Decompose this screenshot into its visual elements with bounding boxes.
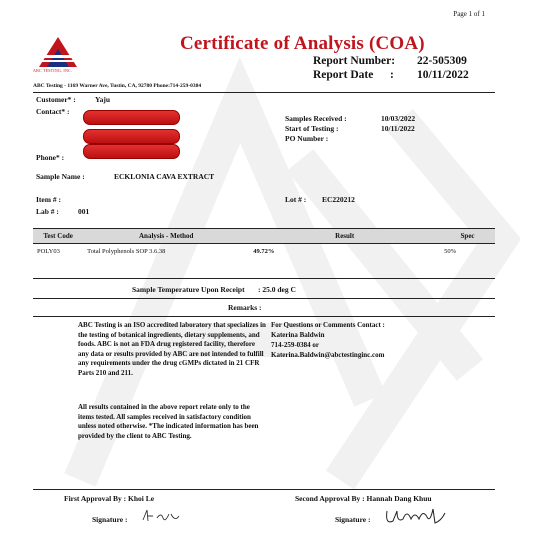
samples-received-value: 10/03/2022 [381,114,416,123]
table-bottom-rule [33,278,495,279]
contact-phone: 714-259-0384 or [271,341,320,349]
sample-name-value: ECKLONIA CAVA EXTRACT [114,172,215,181]
contact-heading: For Questions or Comments Contact : [271,321,385,329]
report-date-value: 10/11/2022 [417,69,469,81]
lot-label: Lot # : [285,195,307,204]
first-approval-label: First Approval By : Khoi Le [64,494,155,503]
remarks-rule [33,316,495,317]
remarks-disclaimer: ABC Testing is an ISO accredited laboratory that specializes in the testing of botanical ingredients, dietary supplements, and foods. ABC is not an FDA drug registered facility, therefore any data or results provided by ABC are not intended to fulfill any requirements under the drug cGMPs dictated in 21 CFR Parts 210 and 211. [78,321,266,377]
contact-redaction [83,110,180,125]
lab-number-value: 001 [78,207,90,216]
report-number-label: Report Number: [313,55,396,67]
start-testing-value: 10/11/2022 [381,124,415,133]
temperature-value: : 25.0 deg C [258,285,296,294]
results-table [33,228,495,259]
start-testing-label: Start of Testing : [285,124,339,133]
table-header-row [33,229,495,244]
col-result: Result [249,229,440,244]
contact-redaction-2 [83,129,180,144]
samples-received-label: Samples Received : [285,114,347,123]
report-date-colon: : [390,69,394,81]
second-approval-label: Second Approval By : Hannah Dang Khuu [295,494,432,503]
col-spec: Spec [440,229,495,244]
second-signature [383,505,463,527]
customer-value: Yaju [95,95,111,104]
lab-number-label: Lab # : [36,207,59,216]
col-analysis-method: Analysis - Method [83,229,249,244]
second-signature-label: Signature : [335,515,371,524]
remarks-label: Remarks : [228,303,262,312]
document-title: Certificate of Analysis (COA) [180,33,425,54]
item-label: Item # : [36,195,61,204]
abc-testing-logo [35,35,81,69]
table-row [33,244,495,260]
lab-address: ABC Testing - 1169 Warner Ave, Tustin, CA, 92780 Phone:714-259-0384 [33,83,202,89]
customer-label: Customer* : [36,95,76,104]
contact-name: Katerina Baldwin [271,331,325,339]
page-number: Page 1 of 1 [453,10,485,18]
sample-name-label: Sample Name : [36,172,85,181]
cell-result: 49.72% [253,248,275,255]
contact-email: Katerina.Baldwin@abctestinginc.com [271,351,385,359]
approval-rule [33,489,495,490]
cell-method: Total Polyphenols SOP 3.6.38 [87,248,166,255]
lot-value: EC220212 [322,195,355,204]
contact-label: Contact* : [36,107,70,116]
first-signature [139,506,189,526]
col-test-code: Test Code [33,229,83,244]
logo-text: ABC TESTING, INC. [33,68,73,73]
header-rule [33,92,495,93]
phone-redaction [83,144,180,159]
report-number-value: 22-505309 [417,55,467,67]
po-number-label: PO Number : [285,134,329,143]
temperature-label: Sample Temperature Upon Receipt [132,285,245,294]
report-date-label: Report Date [313,69,374,81]
first-signature-label: Signature : [92,515,128,524]
cell-test-code: POLY03 [37,248,60,255]
cell-spec: 50% [444,248,456,255]
temperature-rule [33,298,495,299]
phone-label: Phone* : [36,153,65,162]
remarks-results-note: All results contained in the above report relate only to the items tested. All samples received in satisfactory condition unless noted otherwise. *The indicated information has been provided by the client to ABC Testing. [78,403,259,440]
